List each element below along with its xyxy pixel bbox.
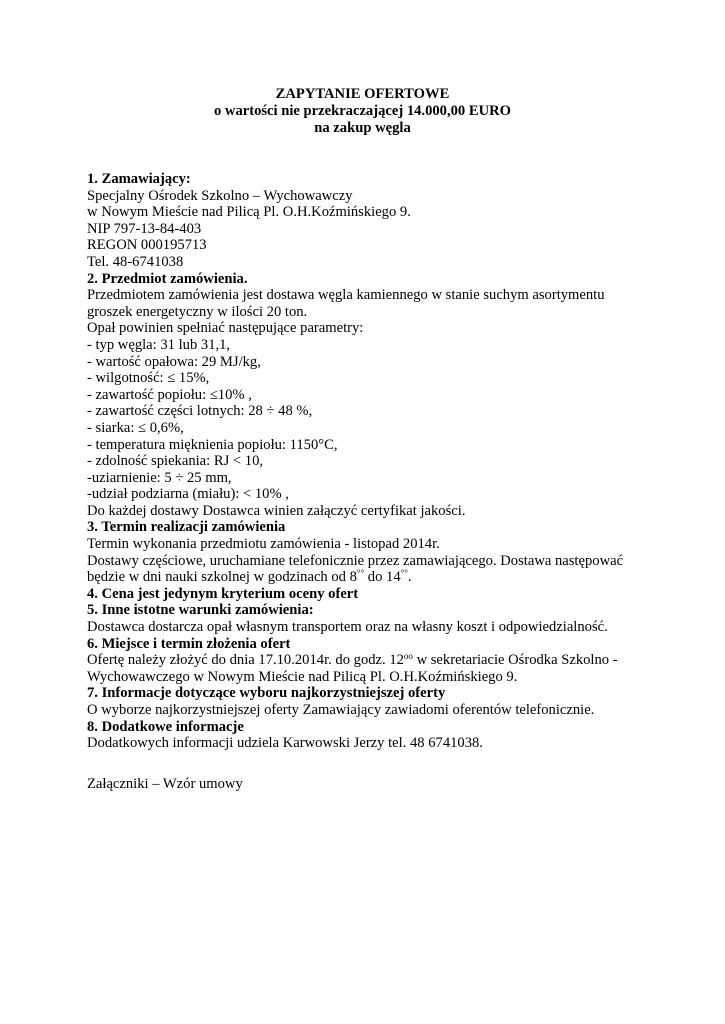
document-subject: na zakup węgla xyxy=(314,120,411,136)
document-header xyxy=(0,86,725,137)
document-body xyxy=(87,171,657,752)
orderer-regon: REGON 000195713 xyxy=(87,237,207,254)
section-7-heading: 7. Informacje dotyczące wyboru najkorzystniejszej oferty xyxy=(87,685,446,702)
orderer-name: Specjalny Ośrodek Szkolno – Wychowawczy xyxy=(87,187,353,204)
section-5-heading: 5. Inne istotne warunki zamówienia: xyxy=(87,602,314,619)
parameter-item: - siarka: ≤ 0,6%, xyxy=(87,419,184,436)
section-4-heading: 4. Cena jest jedynym kryterium oceny ofert xyxy=(87,585,359,602)
document-subtitle: o wartości nie przekraczającej 14.000,00 EURO xyxy=(213,103,512,119)
orderer-phone: Tel. 48-6741038 xyxy=(87,253,184,270)
parameter-item: - wilgotność: ≤ 15%, xyxy=(87,370,210,387)
transport-line: Dostawca dostarcza opał własnym transportem oraz na własny koszt i odpowiedzialność. xyxy=(87,619,608,636)
section-8-heading: 8. Dodatkowe informacje xyxy=(87,718,244,735)
parameter-item: - wartość opałowa: 29 MJ/kg, xyxy=(87,353,261,370)
parameter-item: - zdolność spiekania: RJ < 10, xyxy=(87,453,264,470)
parameter-item: - temperatura mięknienia popiołu: 1150°C, xyxy=(87,436,338,453)
order-subject-line: Przedmiotem zamówienia jest dostawa węgla kamiennego w stanie suchym asortymentu xyxy=(87,287,605,304)
section-6-heading: 6. Miejsce i termin złożenia ofert xyxy=(87,635,291,652)
order-subject-line: groszek energetyczny w ilości 20 ton. xyxy=(87,303,308,320)
delivery-line: Dostawy częściowe, uruchamiane telefonicznie przez zamawiającego. Dostawa następować xyxy=(87,552,624,569)
document-title: ZAPYTANIE OFERTOWE xyxy=(275,86,450,102)
attachments-note: Załączniki – Wzór umowy xyxy=(87,776,243,792)
parameter-item: - typ węgla: 31 lub 31,1, xyxy=(87,336,231,353)
parameters-intro: Opał powinien spełniać następujące parametry: xyxy=(87,320,364,337)
section-1-heading: 1. Zamawiający: xyxy=(87,171,191,187)
parameter-item: -uziarnienie: 5 ÷ 25 mm, xyxy=(87,469,232,486)
selection-info-line: O wyborze najkorzystniejszej oferty Zamawiający zawiadomi oferentów telefonicznie. xyxy=(87,702,595,718)
deadline-line: Termin wykonania przedmiotu zamówienia - listopad 2014r. xyxy=(87,536,440,553)
parameter-item: -udział podziarna (miału): < 10% , xyxy=(87,486,289,503)
contact-info-line: Dodatkowych informacji udziela Karwowski Jerzy tel. 48 6741038. xyxy=(87,735,483,752)
orderer-address: w Nowym Mieście nad Pilicą Pl. O.H.Koźmińskiego 9. xyxy=(87,204,411,221)
parameter-item: - zawartość części lotnych: 28 ÷ 48 %, xyxy=(87,403,313,420)
section-3-heading: 3. Termin realizacji zamówienia xyxy=(87,519,286,536)
parameter-item: - zawartość popiołu: ≤10% , xyxy=(87,386,252,403)
offer-place-line: Wychowawczego w Nowym Mieście nad Pilicą Pl. O.H.Koźmińskiego 9. xyxy=(87,668,518,685)
delivery-hours-line: będzie w dni nauki szkolnej w godzinach od 8°° do 14°°. xyxy=(87,568,412,586)
orderer-nip: NIP 797-13-84-403 xyxy=(87,220,202,237)
section-2-heading: 2. Przedmiot zamówienia. xyxy=(87,270,248,287)
certificate-note: Do każdej dostawy Dostawca winien załączyć certyfikat jakości. xyxy=(87,502,466,519)
offer-deadline-line: Ofertę należy złożyć do dnia 17.10.2014r. do godz. $12^{oo}$ w sekretariacie Ośrodka Szkolno - xyxy=(87,651,618,669)
